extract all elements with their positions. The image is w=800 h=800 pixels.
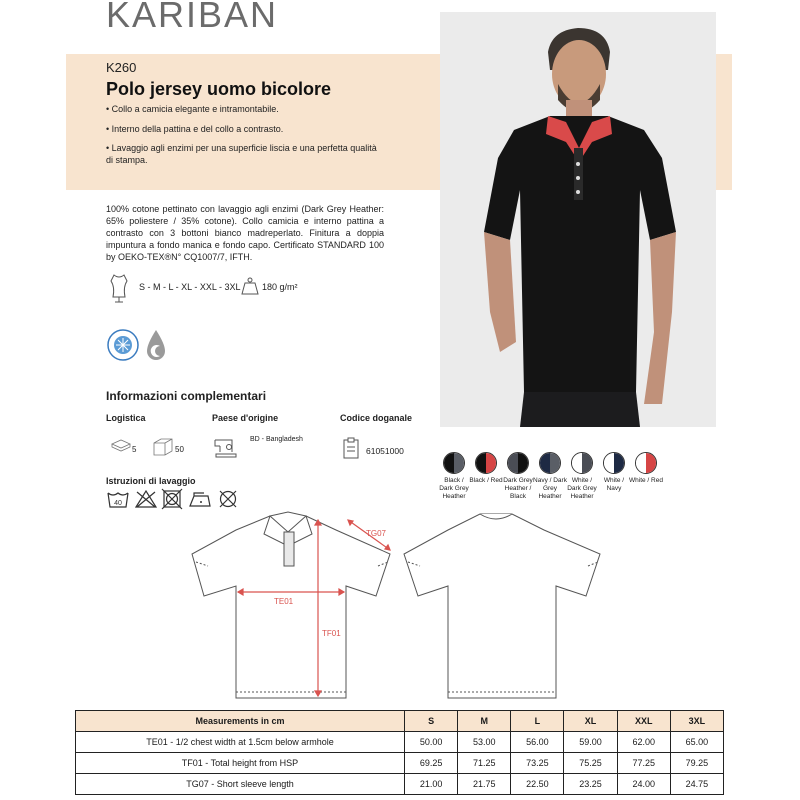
table-cell: 75.25 xyxy=(564,753,617,774)
table-cell: 21.75 xyxy=(458,774,511,795)
feature-item: • Interno della pattina e del collo a contrasto. xyxy=(106,123,284,134)
product-photo xyxy=(440,12,716,427)
table-cell: 77.25 xyxy=(617,753,670,774)
table-cell: 21.00 xyxy=(405,774,458,795)
small-box-icon xyxy=(110,438,132,452)
no-dry-clean-icon xyxy=(220,491,236,507)
table-cell: 22.50 xyxy=(511,774,564,795)
wash-40-icon xyxy=(108,493,128,507)
color-swatch[interactable] xyxy=(600,452,628,493)
color-label: White / Dark Grey Heather xyxy=(567,477,597,500)
swatch-right xyxy=(646,453,656,473)
size-range: S - M - L - XL - XXL - 3XL xyxy=(139,282,241,292)
color-swatch[interactable] xyxy=(629,452,663,485)
carton-box-icon xyxy=(152,437,174,457)
fabric-weight: 180 g/m² xyxy=(262,282,298,292)
brand-logo: KARIBAN xyxy=(106,0,279,35)
table-header-cell: XXL xyxy=(617,711,670,732)
swatch-right xyxy=(550,453,560,473)
enzyme-wash-icon xyxy=(145,328,167,362)
product-description: 100% cotone pettinato con lavaggio agli enzimi (Dark Grey Heather: 65% poliestere / 35% cotone). Collo camicia e interno pattina a contrasto con 3 bottoni bianco madreperlato. Finitura a doppia impuntura a fondo manica e fondo capo. Certificato STANDARD 100 by OEKO-TEX®N° CQ1007/7, IFTH. xyxy=(106,204,384,262)
table-header-cell: Measurements in cm xyxy=(76,711,405,732)
table-cell: 53.00 xyxy=(458,732,511,753)
customs-document-icon xyxy=(342,436,360,460)
table-cell: TE01 - 1/2 chest width at 1.5cm below armhole xyxy=(76,732,405,753)
color-swatch[interactable] xyxy=(533,452,567,500)
table-cell: 50.00 xyxy=(405,732,458,753)
table-cell: TG07 - Short sleeve length xyxy=(76,774,405,795)
customs-label: Codice doganale xyxy=(340,413,413,423)
product-ref: K260 xyxy=(106,60,137,75)
table-header-cell: XL xyxy=(564,711,617,732)
table-cell: 24.75 xyxy=(670,774,723,795)
table-row xyxy=(76,732,724,753)
table-cell: 69.25 xyxy=(405,753,458,774)
swatch-right xyxy=(486,453,496,473)
table-cell: 73.25 xyxy=(511,753,564,774)
polo-back-drawing xyxy=(404,514,600,698)
origin-value: BD - Bangladesh xyxy=(250,436,303,443)
swatch-left xyxy=(572,453,582,473)
svg-text:40: 40 xyxy=(114,500,122,507)
table-header-cell: S xyxy=(405,711,458,732)
table-cell: 62.00 xyxy=(617,732,670,753)
wash-instructions-label: Istruzioni di lavaggio xyxy=(106,476,196,486)
swatch-right xyxy=(614,453,624,473)
color-swatch[interactable] xyxy=(504,452,532,500)
color-swatch[interactable] xyxy=(469,452,503,485)
te01-label: TE01 xyxy=(274,597,294,606)
feature-item: • Collo a camicia elegante e intramontabile. xyxy=(106,104,279,114)
feature-item: • Lavaggio agli enzimi per una superficie liscia e una perfetta qualità di stampa. xyxy=(106,143,377,165)
table-cell: 24.00 xyxy=(617,774,670,795)
color-swatch[interactable] xyxy=(568,452,596,500)
table-header-row xyxy=(76,711,724,732)
color-label: Black / Dark Grey Heather xyxy=(439,477,469,500)
table-row xyxy=(76,774,724,795)
table-header-cell: M xyxy=(458,711,511,732)
feature-list xyxy=(106,104,386,174)
table-cell: TF01 - Total height from HSP xyxy=(76,753,405,774)
table-header-cell: L xyxy=(511,711,564,732)
origin-label: Paese d'origine xyxy=(212,413,279,423)
swatch-left xyxy=(540,453,550,473)
no-tumble-dry-icon xyxy=(162,489,182,509)
swatch-left xyxy=(444,453,454,473)
swatch-left xyxy=(476,453,486,473)
swatch-right xyxy=(518,453,528,473)
table-cell: 59.00 xyxy=(564,732,617,753)
swatch-right xyxy=(454,453,464,473)
color-label: White / Navy xyxy=(603,477,625,492)
customs-value: 61051000 xyxy=(366,446,404,456)
table-cell: 23.25 xyxy=(564,774,617,795)
info-title: Informazioni complementari xyxy=(106,389,267,403)
color-label: Black / Red xyxy=(469,477,503,484)
table-header-cell: 3XL xyxy=(670,711,723,732)
color-label: Navy / Dark Grey Heather xyxy=(533,477,567,500)
swatch-right xyxy=(582,453,592,473)
product-title: Polo jersey uomo bicolore xyxy=(106,79,332,99)
tg07-label: TG07 xyxy=(366,529,387,538)
color-label: White / Red xyxy=(629,477,663,484)
table-row xyxy=(76,753,724,774)
sewing-machine-icon xyxy=(212,436,238,460)
swatch-left xyxy=(508,453,518,473)
table-cell: 56.00 xyxy=(511,732,564,753)
measurement-table xyxy=(75,710,724,795)
swatch-left xyxy=(636,453,646,473)
oeko-tex-logo xyxy=(106,328,140,362)
weight-icon xyxy=(240,276,260,296)
logistics-qty-small: 5 xyxy=(132,445,137,454)
technical-drawing xyxy=(186,506,606,706)
no-bleach-icon xyxy=(136,491,156,507)
mannequin-icon xyxy=(108,273,130,303)
swatch-left xyxy=(604,453,614,473)
table-cell: 65.00 xyxy=(670,732,723,753)
iron-low-icon xyxy=(190,493,210,506)
color-swatch[interactable] xyxy=(440,452,468,500)
table-cell: 79.25 xyxy=(670,753,723,774)
table-cell: 71.25 xyxy=(458,753,511,774)
logistics-label: Logistica xyxy=(106,413,146,423)
logistics-qty-large: 50 xyxy=(175,445,184,454)
tf01-label: TF01 xyxy=(322,629,341,638)
model-image xyxy=(440,12,716,427)
color-label: Dark Grey Heather / Black xyxy=(503,477,533,500)
